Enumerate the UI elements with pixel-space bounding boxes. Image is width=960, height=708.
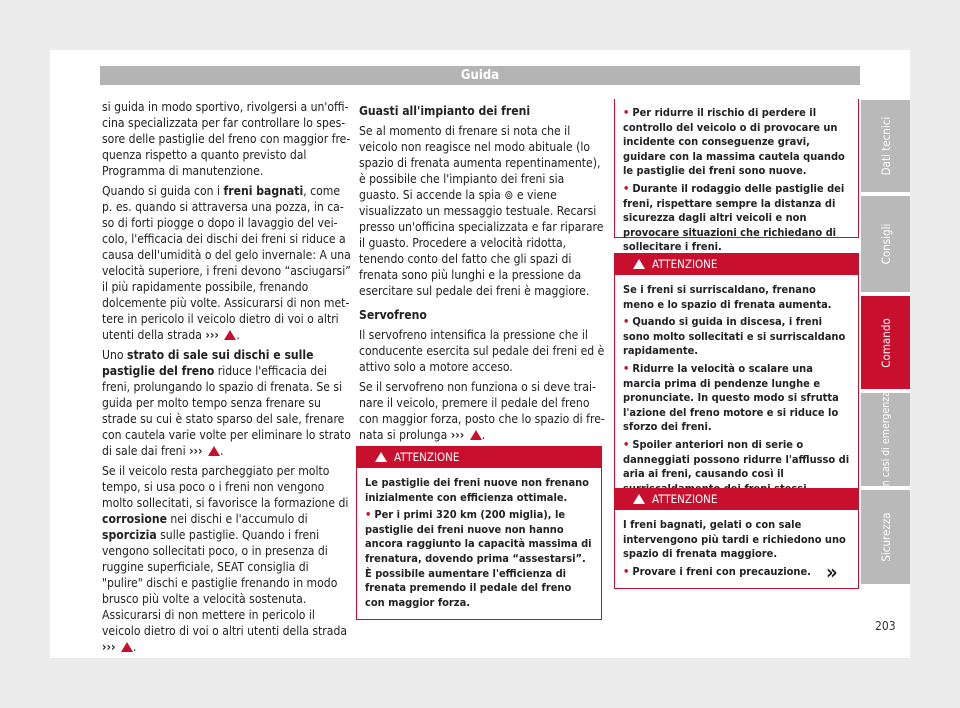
text: sulle pastiglie. Quando i freni vengono sollecitati poco, o in presenza di ruggine superficiale, SEAT consiglia di "pulire" dischi e pastiglie frenando in modo brusco più volte a velocità sostenuta. Assicurarsi di non mettere in pericolo il veicolo dietro di voi o altri utenti della strada [102, 528, 348, 638]
reference-link[interactable]: ››› [205, 328, 219, 342]
warning-title: ATTENZIONE [394, 450, 460, 464]
warning-title: ATTENZIONE [652, 492, 718, 506]
text: riduce l'efficacia dei freni, prolungando lo spazio di frenata. Se si guida per molto tempo senza frenare su strade su cui è stato sparso del sale, frenare con cautela varie volte per eliminare lo strato di sale dai freni [102, 364, 351, 458]
warning-box-header [615, 254, 858, 275]
paragraph: Uno strato di sale sui dischi e sulle pastiglie del freno riduce l'efficacia dei freni, prolungando lo spazio di frenata. Se si guida per molto tempo senza frenare su strade su cui è stato sparso del sale, frenare con cautela varie volte per eliminare lo strato di sale dai freni ››› . [102, 348, 351, 458]
reference-link[interactable]: ››› [102, 640, 116, 654]
tab-dati-tecnici[interactable]: Dati tecnici [861, 100, 910, 192]
warning-box [614, 253, 859, 506]
section-heading: Servofreno [359, 308, 427, 322]
page-header [100, 66, 860, 85]
warning-icon [633, 494, 645, 504]
paragraph: Se il veicolo resta parcheggiato per molto tempo, si usa poco o i freni non vengono molto sollecitati, si favorisce la formazione di corrosione nei dischi e l'accumulo di sporcizia sulle pastiglie. Quando i freni vengono sollecitati poco, o in presenza di ruggine superficiale, SEAT consiglia di "pulire" dischi e pastiglie frenando in modo brusco più volte a velocità sostenuta. Assicurarsi di non mettere in pericolo il veicolo dietro di voi o altri utenti della strada ››› . [102, 464, 349, 654]
text: , come p. es. quando si attraversa una pozza, in caso di forti piogge o dopo il lavaggio del veicolo, l'efficacia dei dischi dei freni si riduce a causa dell'umidità o del gelo invernale: A una velocità superiore, i freni devono “asciugarsi” il più rapidamente possibile, frenando dolcemente più volte. Assicurarsi di non mettere in pericolo il veicolo dietro di voi o altri utenti della strada [102, 184, 351, 342]
warning-icon [375, 452, 387, 462]
warning-box [356, 446, 602, 620]
emphasis: sporcizia [102, 528, 157, 542]
reference-link[interactable]: ››› [189, 444, 203, 458]
paragraph: Il servofreno intensifica la pressione che il conducente esercita sul pedale dei freni ed è attivo solo a motore acceso. [359, 328, 605, 374]
text: Quando si guida con i [102, 184, 224, 198]
column-1 [102, 99, 352, 659]
warning-box-header [357, 447, 601, 468]
warning-icon [633, 259, 645, 269]
warning-box-body [615, 510, 858, 588]
tab-comando[interactable]: Comando [861, 296, 910, 389]
emphasis: corrosione [102, 512, 167, 526]
paragraph: Quando si guida con i freni bagnati, come p. es. quando si attraversa una pozza, in caso di forti piogge o dopo il lavaggio del veicolo, l'efficacia dei dischi dei freni si riduce a causa dell'umidità o del gelo invernale: A una velocità superiore, i freni devono “asciugarsi” il più rapidamente possibile, frenando dolcemente più volte. Assicurarsi di non mettere in pericolo il veicolo dietro di voi o altri utenti della strada ››› . [102, 184, 351, 342]
text: Uno [102, 348, 127, 362]
warning-icon [208, 446, 220, 456]
warning-box-header [615, 489, 858, 510]
warning-box [614, 488, 859, 589]
page-number: 203 [875, 619, 896, 633]
warning-bullet: • Spoiler anteriori non di serie o danneggiati possono ridurre l'afflusso di aria ai freni, causando così il [623, 437, 850, 481]
warning-box-body [357, 468, 601, 619]
warning-text: Se i freni si surriscaldano, frenano meno e lo spazio di frenata aumenta. [623, 283, 832, 311]
warning-box-body [615, 99, 858, 265]
section-heading: Guasti all'impianto dei freni [359, 104, 531, 118]
warning-bullet: • Per ridurre il rischio di perdere il controllo del veicolo o di provocare un incidente con conseguenze gravi, guidare con la massima cautela quando le pastiglie dei freni sono nuove. [623, 106, 845, 178]
reference-link[interactable]: ››› [450, 428, 465, 442]
column-2 [359, 99, 605, 447]
warning-box-body [615, 275, 858, 505]
paragraph [359, 123, 605, 299]
tab-consigli[interactable]: Consigli [861, 196, 910, 292]
text: e viene visualizzato un messaggio testuale. Recarsi presso un'officina specializzata e far riparare il guasto. Procedere a velocità ridotta, tenendo conto del fatto che gli spazi di frenata sono più lunghi e la pressione da esercitare sul pedale dei freni è maggiore. [359, 188, 604, 298]
warning-title: ATTENZIONE [652, 257, 718, 271]
brake-warning-lamp-icon: ⊚ [504, 188, 514, 202]
warning-bullet: • Quando si guida in discesa, i freni sono molto sollecitati e si surriscaldano rapidamente. [623, 315, 846, 358]
warning-icon [224, 330, 236, 340]
warning-bullet: • Durante il rodaggio delle pastiglie dei freni, rispettare sempre la distanza di sicurezza dagli altri veicoli e non provocare situazioni che richiedano di sollecitare i freni. [623, 181, 845, 254]
text: nei dischi e l'accumulo di [166, 512, 308, 526]
page-header-title: Guida [460, 68, 500, 83]
text: Se al momento di frenare si nota che il veicolo non reagisce nel modo abituale (lo spazio di frenata aumenta repentinamente), è possibile che l'impianto dei freni sia guasto. Si accende la spia [359, 124, 601, 202]
tab-in-casi-di-emergenza[interactable]: In casi di emergenza [861, 393, 910, 486]
warning-text: Le pastiglie dei freni nuove non frenano inizialmente con efficienza ottimale. [365, 476, 589, 504]
paragraph [102, 99, 352, 179]
continue-arrow-icon: » [826, 560, 838, 584]
tab-sicurezza[interactable]: Sicurezza [861, 490, 910, 584]
warning-bullet: • Ridurre la velocità o scalare una marcia prima di pendenze lunghe e pronunciate. In questo modo si sfrutta l'azione del freno motore e si riduce lo sforzo dei freni. [623, 361, 839, 434]
paragraph: Se il servofreno non funziona o si deve trainare il veicolo, premere il pedale del freno con maggior forza, posto che lo spazio di frenata si prolunga ››› . [359, 380, 605, 442]
text: Se il veicolo resta parcheggiato per molto tempo, si usa poco o i freni non vengono molto sollecitati, si favorisce la formazione di [102, 464, 349, 510]
warning-bullet: • Provare i freni con precauzione. [623, 564, 811, 578]
text: si guida in modo sportivo, rivolgersi a un'officina specializzata per far controllare lo spessore delle pastiglie del freno con maggior frequenza rispetto a quanto previsto dal Programma di manutenzione. [102, 100, 351, 178]
warning-bullet: • Per i primi 320 km (200 miglia), le pastiglie dei freni nuove non hanno ancora raggiunto la capacità massima di frenatura, dovendo prima “assestarsi”. È possibile aumentare l'efficienza di frenata premendo il pedale del freno con maggior forza. [365, 508, 592, 609]
warning-text: I freni bagnati, gelati o con sale intervengono più tardi e richiedono uno spazio di frenata maggiore. [623, 518, 846, 561]
warning-icon [470, 430, 482, 440]
warning-box-continued [614, 99, 859, 254]
text: Se il servofreno non funziona o si deve trainare il veicolo, premere il pedale del freno con maggior forza, posto che lo spazio di frenata si prolunga [359, 380, 605, 442]
emphasis: strato di sale sui dischi e sulle pastiglie del freno [102, 348, 314, 378]
emphasis: freni bagnati [223, 184, 304, 198]
warning-icon [121, 642, 133, 652]
